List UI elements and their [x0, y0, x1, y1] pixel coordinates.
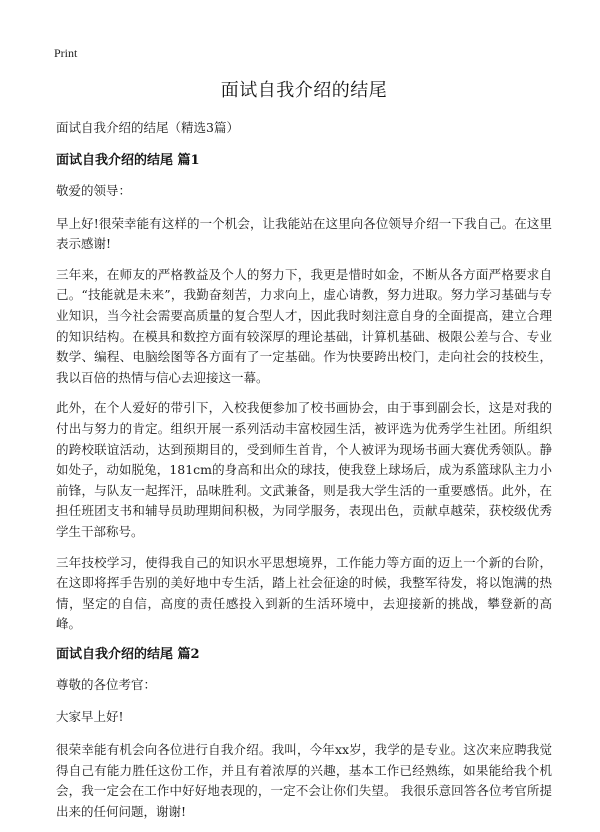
paragraph: 早上好!很荣幸能有这样的一个机会，让我能站在这里向各位领导介绍一下我自己。在这里表示感谢! [56, 215, 552, 252]
salutation-1: 敬爱的领导： [56, 183, 132, 198]
document-body [56, 76, 552, 832]
paragraph: 很荣幸能有机会向各位进行自我介绍。我叫，今年xx岁，我学的是专业。这次来应聘我觉得自己有能力胜任这份工作，并且有着浓厚的兴趣，基本工作已经熟练，如果能给我个机会，我一定会在工作中好好地表现的，一定不会让你们失望。 我很乐意回答各位考官所提出来的任何问题，谢谢! [56, 742, 552, 819]
section-heading-2: 面试自我介绍的结尾 篇2 [56, 646, 200, 662]
greeting: 大家早上好! [56, 709, 124, 725]
print-link[interactable]: Print [54, 46, 78, 60]
salutation-2: 尊敬的各位考官： [56, 676, 157, 692]
document-subtitle: 面试自我介绍的结尾（精选3篇） [56, 120, 239, 135]
paragraph: 三年技校学习，使得我自己的知识水平思想境界，工作能力等方面的迈上一个新的台阶，在这即将挥手告别的美好地中专生活，踏上社会征途的时候，我整军待发，将以饱满的热情，坚定的自信，高度的责任感投入到新的生活环境中，去迎接新的挑战，攀登新的高峰。 [56, 554, 552, 632]
paragraph: 三年来，在师友的严格教益及个人的努力下，我更是惜时如金，不断从各方面严格要求自己。“技能就是未来”，我勤奋刻苦，力求向上，虚心请教，努力进取。努力学习基础与专业知识，当今社会需要高质量的复合型人才，因此我时刻注意自身的全面提高，建立合理的知识结构。在模具和数控方面有较深厚的理论基础，计算机基础、极限公差与合、专业数学、编程、电脑绘图等各方面有了一定基础。作为快要跨出校门，走向社会的技校生，我以百倍的热情与信心去迎接这一幕。 [56, 266, 552, 385]
section-heading-1: 面试自我介绍的结尾 篇1 [56, 153, 200, 168]
paragraph: 此外，在个人爱好的带引下，入校我便参加了校书画协会，由于事到副会长，这是对我的付出与努力的肯定。组织开展一系列活动丰富校园生活，被评选为优秀学生社团。所组织的跨校联谊活动，达到预期目的，受到师生首肯，个人被评为现场书画大赛优秀领队。静如处子，动如脱兔，181cm的身高和出众的球技，使我登上球场后，成为系篮球队主力小前锋，与队友一起挥汗，品味胜利。文武兼备，则是我大学生活的一重要感悟。此外，在担任班团支书和辅导员助理期间积极，为同学服务，表现出色，贡献卓越荣，获校级优秀学生干部称号。 [56, 400, 552, 539]
page-title: 面试自我介绍的结尾 [220, 80, 388, 101]
